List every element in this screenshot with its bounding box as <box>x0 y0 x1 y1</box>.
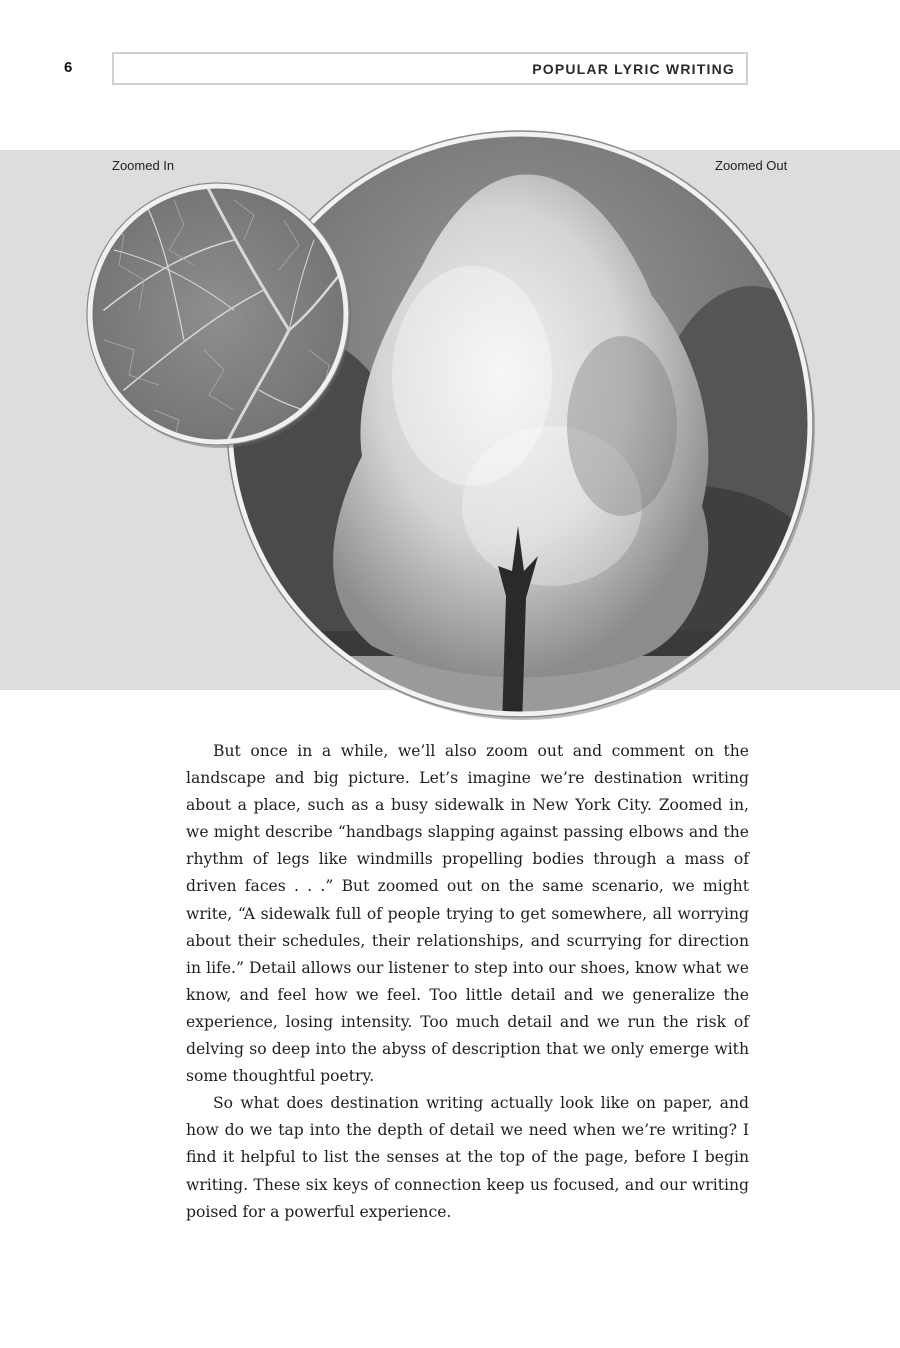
figure-label-zoomed-in: Zoomed In <box>112 158 175 173</box>
body-paragraph: So what does destination writing actually look like on paper, and how do we tap into the depth of detail we need when we’re writing? I find it helpful to list the senses at the top of the page, before I begin writing. These six keys of connection keep us focused, and our writing poised for a powerful experience. <box>186 1094 749 1221</box>
leaf-vein-photo-zoomed-in <box>84 180 352 448</box>
running-head <box>112 52 748 85</box>
running-head-title: POPULAR LYRIC WRITING <box>532 61 735 77</box>
figure-label-zoomed-out: Zoomed Out <box>715 158 788 173</box>
body-paragraph: But once in a while, we’ll also zoom out and comment on the landscape and big picture. Let’s imagine we’re destination writing about a place, such as a busy sidewalk in New York City. Zoomed in, we might describe “handbags slapping against passing elbows and the rhythm of legs like windmills propelling bodies through a mass of driven faces . . .” But zoomed out on the same scenario, we might write, “A sidewalk full of people trying to get somewhere, all worrying about their schedules, their relationships, and scurrying for direction in life.” Detail allows our listener to step into our shoes, know what we know, and feel how we feel. Too little detail and we generalize the experience, losing intensity. Too much detail and we run the risk of delving so deep into the abyss of description that we only emerge with some thoughtful poetry. <box>186 742 749 1086</box>
body-text <box>186 738 749 1226</box>
page-number: 6 <box>64 59 73 76</box>
